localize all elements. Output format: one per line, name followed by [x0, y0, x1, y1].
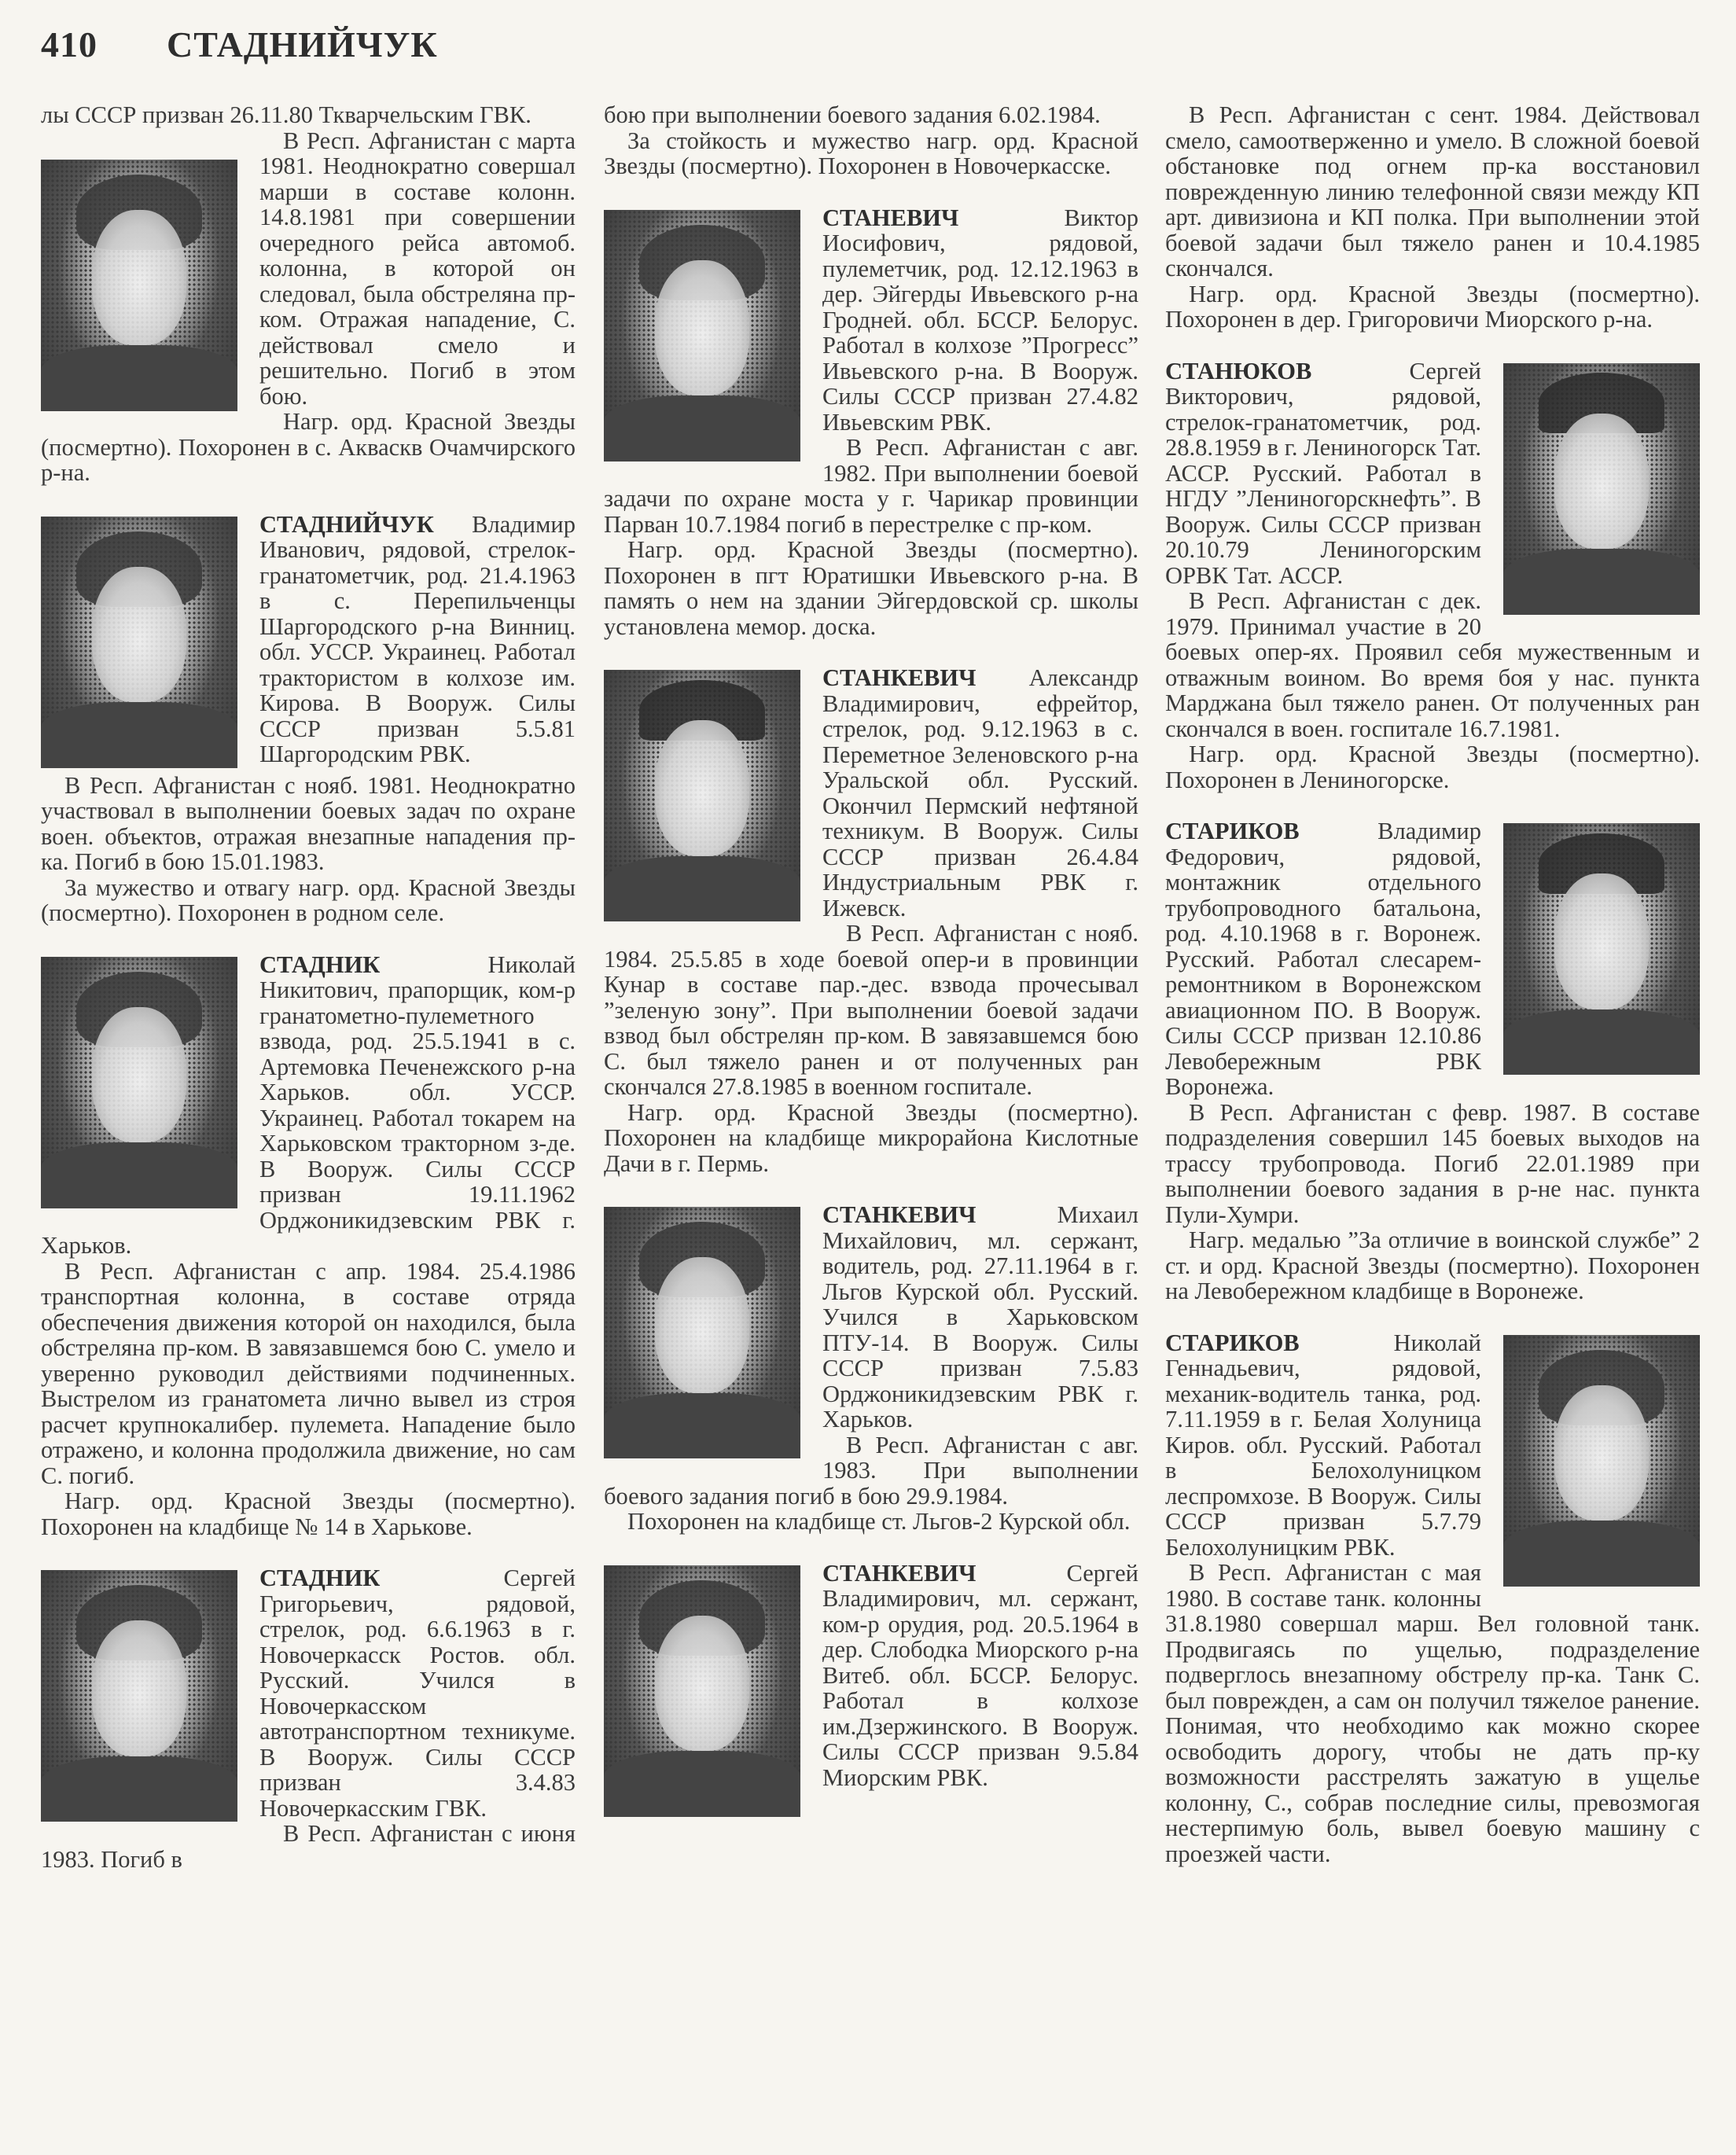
entry-stankevich-sergey: [604, 1561, 1138, 1822]
entry-intro: Виктор Иосифович, рядовой, пулеметчик, род. 12.12.1963 в дер. Эйгерды Ивьевского р-на Гродней. обл. БССР. Белорус. Работал в колхозе ”Прогресс” Ивьевского р-на. В Вооруж. Силы СССР призван 27.4.82 Ивьевским РВК.: [822, 204, 1138, 436]
entry-intro: Владимир Федорович, рядовой, монтажник отдельного трубопроводного батальона, род. 4.10.1968 в г. Воронеж. Русский. Работал слесарем-ремонтником в Воронежском авиационном ПО. В Вооруж. Силы СССР призван 12.10.86 Левобережным РВК Воронежа.: [1165, 818, 1481, 1100]
portrait-soldier-in-cap-photo: [1503, 363, 1700, 615]
entry-intro: Александр Владимирович, ефрейтор, стрелок, род. 9.12.1963 в с. Переметное Зеленовского р-на Уральской обл. Русский. Окончил Пермский нефтяной техникум. В Вооруж. Силы СССР призван 26.4.84 Индустриальным РВК г. Ижевск.: [822, 664, 1138, 921]
paragraph: В Респ. Афганистан с авг. 1983. При выполнении боевого задания погиб в бою 29.9.1984.: [604, 1431, 1138, 1510]
paragraph: Нагр. орд. Красной Звезды (посмертно). Похоронен в дер. Григоровичи Миорского р-на.: [1165, 280, 1700, 333]
paragraph: За стойкость и мужество нагр. орд. Красной Звезды (посмертно). Похоронен в Новочеркасске.: [604, 127, 1138, 179]
running-head: [41, 24, 438, 65]
entry-continued: [41, 102, 576, 486]
entry-intro: Николай Никитович, прапорщик, ком-р гранатометно-пулеметного взвода, род. 25.5.1941 в с. Артемовка Печенежского р-на Харьков. обл. УССР. Украинец. Работал токарем на Харьковском тракторном з-де. В Вооруж. Силы СССР призван 19.11.1962 Орджоникидзевским РВК г. Харьков.: [41, 951, 576, 1259]
portrait-soldier-in-pilotka-photo: [1503, 823, 1700, 1075]
entry-surname: СТАРИКОВ: [1165, 818, 1300, 844]
paragraph: В Респ. Афганистан с нояб. 1984. 25.5.85 в ходе боевой опер-и в провинции Кунар в составе пар.-дес. взвода прочесывал ”зеленую зону”. При выполнении боевой задачи взвод был обстрелян пр-ком. В завязавшемся бою С. был тяжело ранен и от полученных ран скончался 27.8.1985 в военном госпитале.: [604, 920, 1138, 1100]
entry-stankevich-mikhail: [604, 1202, 1138, 1535]
entry-stankevich-aleksandr: [604, 665, 1138, 1176]
entry-surname: СТАНЮКОВ: [1165, 357, 1312, 384]
entry-stadniychuk-vladimir: [41, 512, 576, 926]
paragraph: бою при выполнении боевого задания 6.02.1984.: [604, 101, 1101, 128]
entry-surname: СТАДНИК: [259, 1565, 381, 1591]
paragraph: Нагр. орд. Красной Звезды (посмертно). Похоронен в пгт Юратишки Ивьевского р-на. В память о нем на здании Эйгердовской ср. школы установлена мемор. доска.: [604, 536, 1138, 640]
entry-stadnik-sergey: [41, 1565, 576, 1872]
paragraph: В Респ. Афганистан с дек. 1979. Принимал участие в 20 боевых опер-ях. Проявил себя мужественным и отважным воином. Во время боя у нас. пункта Марджана был тяжело ранен. От полученных ран скончался в воен. госпитале 16.7.1981.: [1165, 587, 1700, 742]
column-1: [41, 102, 576, 1872]
entry-stanyukov-sergey: [1165, 359, 1700, 793]
running-title: СТАДНИЙЧУК: [167, 24, 438, 64]
paragraph: В Респ. Афганистан с сент. 1984. Действовал смело, самоотверженно и умело. В сложной боевой обстановке под огнем пр-ка восстановил поврежденную линию телефонной связи между КП арт. дивизиона и КП полка. При выполнении этой боевой задачи был тяжело ранен и 10.4.1985 скончался.: [1165, 101, 1700, 281]
entry-intro: Сергей Владимирович, мл. сержант, ком-р орудия, род. 20.5.1964 в дер. Слободка Миорского р-на Витеб. обл. БССР. Белорус. Работал в колхозе им.Дзержинского. В Вооруж. Силы СССР призван 9.5.84 Миорским РВК.: [822, 1559, 1138, 1791]
entry-stanevich-viktor: [604, 205, 1138, 640]
paragraph: Похоронен на кладбище ст. Льгов-2 Курской обл.: [627, 1508, 1131, 1535]
paragraph: В Респ. Афганистан с февр. 1987. В составе подразделения совершил 145 боевых выходов на трассу трубопровода. Погиб 22.01.1989 при выполнении боевого задания в р-не нас. пункта Пули-Хумри.: [1165, 1098, 1700, 1228]
entry-intro: Сергей Викторович, рядовой, стрелок-гранатометчик, род. 28.8.1959 в г. Лениногорск Тат. АССР. Русский. Работал в НГДУ ”Лениногорскнефть”. В Вооруж. Силы СССР призван 20.10.79 Лениногорским ОРВК Тат. АССР.: [1165, 357, 1481, 589]
entry-surname: СТАНКЕВИЧ: [822, 1201, 977, 1228]
paragraph: лы СССР призван 26.11.80 Ткварчельским ГВК.: [41, 101, 531, 128]
entry-surname: СТАНКЕВИЧ: [822, 664, 977, 691]
portrait-young-man-photo: [604, 1207, 800, 1458]
entry-intro: Михаил Михайлович, мл. сержант, водитель, род. 27.11.1964 в г. Льгов Курской обл. Русский. Учился в Харьковском ПТУ-14. В Вооруж. Силы СССР призван 7.5.83 Орджоникидзевским РВК г. Харьков.: [822, 1201, 1138, 1432]
paragraph: За мужество и отвагу нагр. орд. Красной Звезды (посмертно). Похоронен в родном селе.: [41, 873, 576, 926]
paragraph: В Респ. Афганистан с мая 1980. В составе танк. колонны 31.8.1980 совершал марш. Вел головной танк. Продвигаясь по ущелью, подразделение подверглось внезапному обстрелу пр-ка. Танк С. был поврежден, а сам он получил тяжелое ранение. Понимая, что необходимо как можно скорее освободить дорогу, чтобы не дать пр-ку возможности расстрелять зажатую в ущелье колонну, С., собрав последние силы, превозмогая нестерпимую боль, вывел боевую машину с проезжей части.: [1165, 1559, 1700, 1867]
portrait-photo: [41, 160, 237, 411]
paragraph: В Респ. Афганистан с марта 1981. Неоднократно совершал марши в составе колонн. 14.8.1981 при совершении очередного рейса автомоб. колонна, в которой он следовал, была обстреляна пр-ком. Отражая нападение, С. действовал смело и решительно. Погиб в этом бою.: [259, 127, 576, 410]
portrait-man-in-suit-photo: [41, 957, 237, 1208]
paragraph: Нагр. орд. Красной Звезды (посмертно). Похоронен в Лениногорске.: [1165, 741, 1700, 793]
entry-continued: [604, 102, 1138, 179]
paragraph: Нагр. орд. Красной Звезды (посмертно). Похоронен на кладбище № 14 в Харькове.: [41, 1488, 576, 1540]
column-3: [1165, 102, 1700, 1866]
entry-continued: [1165, 102, 1700, 333]
entry-intro: Николай Геннадьевич, рядовой, механик-водитель танка, род. 7.11.1959 в г. Белая Холуница Киров. обл. Русский. Работал в Белохолуницком леспромхозе. В Вооруж. Силы СССР призван 5.7.79 Белохолуницким РВК.: [1165, 1329, 1481, 1561]
portrait-soldier-in-beret-photo: [604, 670, 800, 921]
entry-starikov-vladimir: [1165, 818, 1700, 1304]
portrait-young-man-photo: [41, 1570, 237, 1822]
paragraph: Нагр. орд. Красной Звезды (посмертно). Похоронен в с. Акваскв Очамчирского р-на.: [41, 408, 576, 486]
portrait-young-man-photo: [41, 517, 237, 768]
entry-starikov-nikolay: [1165, 1330, 1700, 1867]
paragraph: В Респ. Афганистан с апр. 1984. 25.4.1986 транспортная колонна, в составе отряда обеспечения движения которой он находился, была обстреляна пр-ком. В завязавшемся бою С. умело и уверенно руководил действиями подчиненных. Выстрелом из гранатомета лично вывел из строя расчет крупнокалибер. пулемета. Нападение было отражено, и колонна продолжила движение, но сам С. погиб.: [41, 1257, 576, 1489]
entry-intro: Сергей Григорьевич, рядовой, стрелок, род. 6.6.1963 в г. Новочеркасск Ростов. обл. Русский. Учился в Новочеркасском автотранспортном техникуме. В Вооруж. Силы СССР призван 3.4.83 Новочеркасским ГВК.: [259, 1565, 576, 1822]
paragraph: Нагр. медалью ”За отличие в воинской службе” 2 ст. и орд. Красной Звезды (посмертно). Похоронен на Левобережном кладбище в Воронеже.: [1165, 1226, 1700, 1304]
portrait-young-man-photo: [1503, 1335, 1700, 1587]
portrait-young-man-photo: [604, 210, 800, 462]
page-number: 410: [41, 24, 97, 64]
portrait-young-man-photo: [604, 1565, 800, 1817]
entry-surname: СТАНКЕВИЧ: [822, 1559, 977, 1587]
entry-intro: Владимир Иванович, рядовой, стрелок-гранатометчик, род. 21.4.1963 в с. Перепильченцы Шаргородского р-на Винниц. обл. УССР. Украинец. Работал трактористом в колхозе им. Кирова. В Вооруж. Силы СССР призван 5.5.81 Шаргородским РВК.: [259, 510, 576, 767]
paragraph: В Респ. Афганистан с нояб. 1981. Неоднократно участвовал в выполнении боевых задач по охране воен. объектов, отражая внезапные нападения пр-ка. Погиб в бою 15.01.1983.: [41, 771, 576, 875]
paragraph: В Респ. Афганистан с авг. 1982. При выполнении боевой задачи по охране моста у г. Чарикар провинции Парван 10.7.1984 погиб в перестрелке с пр-ком.: [604, 434, 1138, 538]
paragraph: В Респ. Афганистан с июня 1983. Погиб в: [41, 1820, 576, 1873]
column-2: [604, 102, 1138, 1822]
entry-surname: СТАРИКОВ: [1165, 1329, 1300, 1356]
entry-surname: СТАДНИК: [259, 951, 381, 978]
entry-surname: СТАНЕВИЧ: [822, 204, 959, 231]
entry-stadnik-nikolay: [41, 952, 576, 1540]
entry-surname: СТАДНИЙЧУК: [259, 510, 434, 538]
paragraph: Нагр. орд. Красной Звезды (посмертно). Похоронен на кладбище микрорайона Кислотные Дачи в г. Пермь.: [604, 1098, 1138, 1177]
